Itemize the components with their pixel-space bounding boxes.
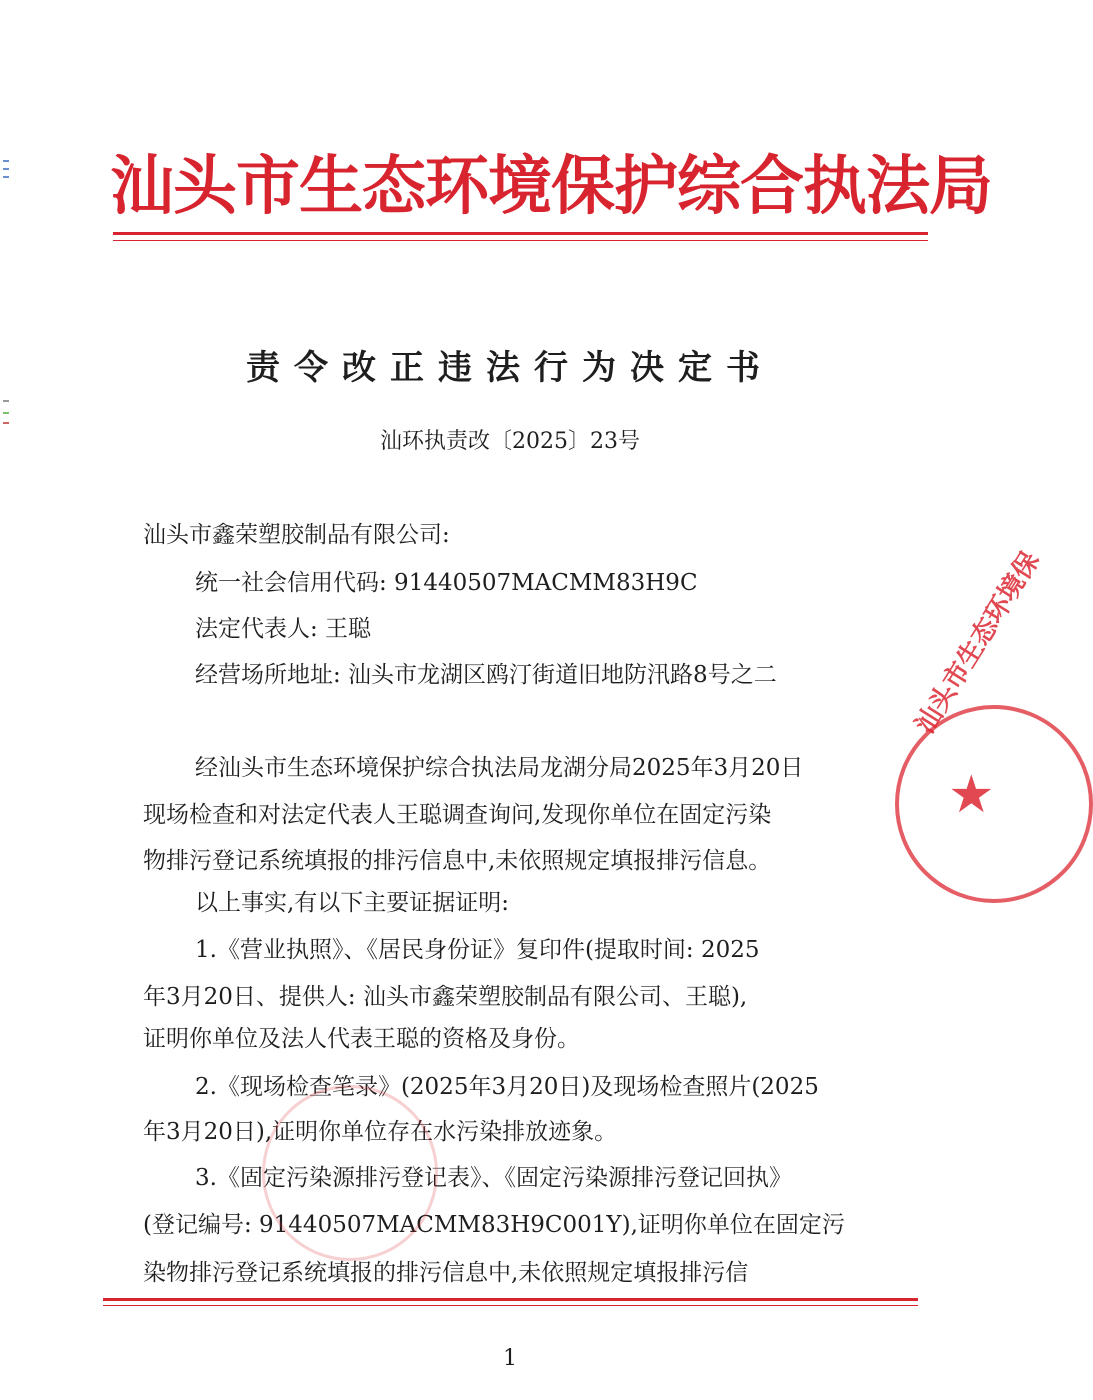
body-line: (登记编号: 91440507MACMM83H9C001Y),证明你单位在固定污 — [143, 1212, 845, 1238]
recipient-address: 经营场所地址: 汕头市龙湖区鸥汀街道旧地防汛路8号之二 — [195, 662, 777, 688]
body-line: 经汕头市生态环境保护综合执法局龙湖分局2025年3月20日 — [195, 755, 804, 781]
official-seal-text: 汕头市生态环境保 — [910, 546, 1046, 740]
header-red-rule-thick — [113, 232, 928, 235]
body-line: 3.《固定污染源排污登记表》、《固定污染源排污登记回执》 — [195, 1165, 792, 1191]
page-number: 1 — [503, 1346, 517, 1371]
body-line: 物排污登记系统填报的排污信息中,未依照规定填报排污信息。 — [143, 848, 772, 874]
footer-red-rule-thin — [103, 1305, 918, 1306]
body-line: 年3月20日、提供人: 汕头市鑫荣塑胶制品有限公司、王聪), — [143, 984, 748, 1010]
body-line: 年3月20日),证明你单位存在水污染排放迹象。 — [143, 1119, 618, 1145]
scan-edge-marks — [3, 160, 9, 460]
recipient-credit-code: 统一社会信用代码: 91440507MACMM83H9C — [195, 570, 698, 596]
seal-star-icon: ★ — [948, 765, 995, 825]
document-title: 责令改正违法行为决定书 — [246, 348, 774, 388]
recipient-legal-rep: 法定代表人: 王聪 — [195, 616, 372, 642]
header-red-rule-thin — [113, 240, 928, 241]
body-line: 现场检查和对法定代表人王聪调查询问,发现你单位在固定污染 — [143, 802, 772, 828]
footer-red-rule-thick — [103, 1298, 918, 1301]
body-line: 染物排污登记系统填报的排污信息中,未依照规定填报排污信 — [143, 1260, 749, 1286]
recipient-company: 汕头市鑫荣塑胶制品有限公司: — [143, 522, 450, 548]
body-line: 证明你单位及法人代表王聪的资格及身份。 — [143, 1026, 580, 1052]
agency-header-title: 汕头市生态环境保护综合执法局 — [110, 150, 992, 224]
body-line: 2.《现场检查笔录》(2025年3月20日)及现场检查照片(2025 — [195, 1074, 819, 1100]
document-number: 汕环执责改〔2025〕23号 — [380, 429, 640, 454]
body-line: 以上事实,有以下主要证据证明: — [195, 890, 510, 916]
body-line: 1.《营业执照》、《居民身份证》复印件(提取时间: 2025 — [195, 937, 760, 963]
